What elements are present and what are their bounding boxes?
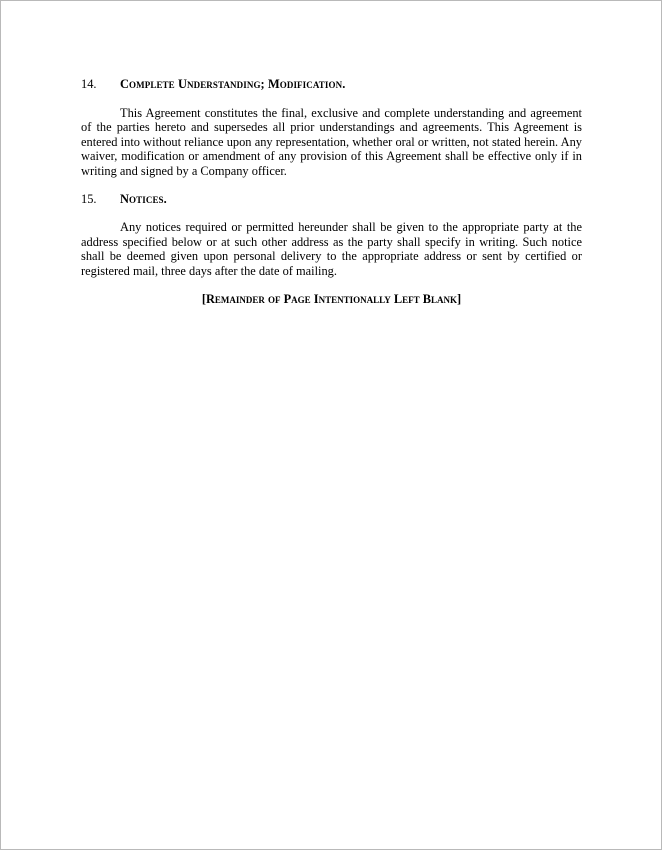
remainder-note: [Remainder of Page Intentionally Left Blank] (201, 291, 462, 306)
section-14 (81, 77, 582, 179)
section-title: Notices. (120, 191, 167, 206)
section-heading (81, 77, 582, 92)
section-body: Any notices required or permitted hereunder shall be given to the appropriate party at the address specified below or at such other address as the party shall specify in writing. Such notice shall be deemed given upon personal delivery to the appropriate address or sent by certified or registered mail, three days after the date of mailing. (81, 220, 582, 278)
page-content (81, 77, 582, 306)
section-number: 14. (81, 77, 97, 91)
section-15 (81, 192, 582, 279)
section-body: This Agreement constitutes the final, exclusive and complete understanding and agreement of the parties hereto and supersedes all prior understandings and agreements. This Agreement is entered into without reliance upon any representation, whether oral or written, not stated herein. Any waiver, modification or amendment of any provision of this Agreement shall be effective only if in writing and signed by a Company officer. (81, 105, 582, 178)
section-heading (81, 192, 582, 207)
section-number: 15. (81, 191, 97, 206)
section-title: Complete Understanding; Modification. (120, 77, 346, 91)
